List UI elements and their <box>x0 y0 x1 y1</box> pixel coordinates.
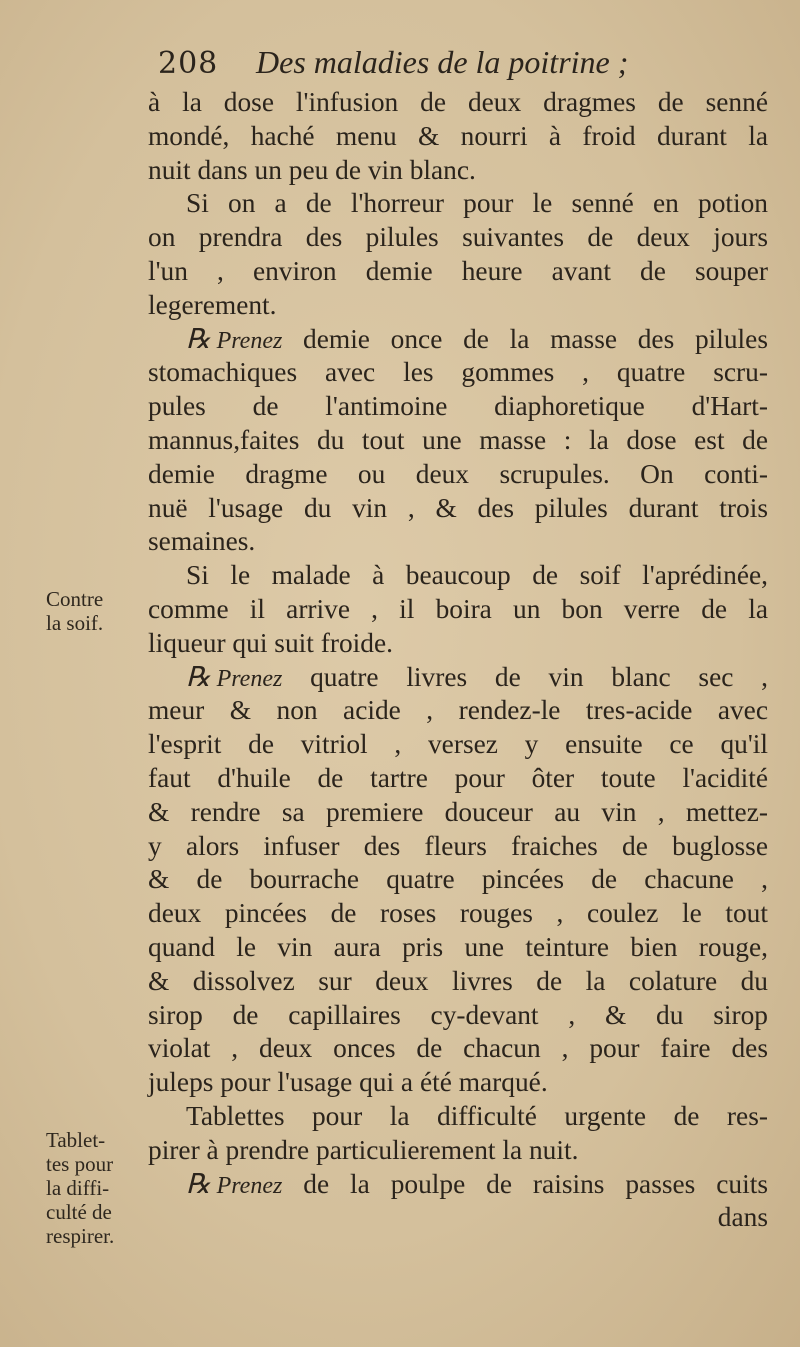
text-line: pules de l'antimoine diaphoretique d'Hart- <box>148 391 768 422</box>
recipe-symbol: ℞ <box>186 1168 211 1199</box>
text-line: Si on a de l'horreur pour le senné en potion <box>186 188 768 219</box>
running-header <box>158 44 718 90</box>
page-number: 208 <box>158 46 219 81</box>
margin-note-soif <box>46 587 103 635</box>
text-line: sirop de capillaires cy-devant , & du sirop <box>148 999 768 1030</box>
text-line: on prendra des pilules suivantes de deux jours <box>148 222 768 253</box>
text-line: violat , deux onces de chacun , pour faire des <box>148 1033 768 1064</box>
text-line: quand le vin aura pris une teinture bien rouge, <box>148 931 768 962</box>
text-line: meur & non acide , rendez-le tres-acide avec <box>148 695 768 726</box>
recipe-symbol: ℞ <box>186 323 211 354</box>
text-line: legerement. <box>148 289 277 320</box>
text-line: stomachiques avec les gommes , quatre scru- <box>148 357 768 388</box>
text-line: & de bourrache quatre pincées de chacune , <box>148 864 768 895</box>
text-line: comme il arrive , il boira un bon verre de la <box>148 593 768 624</box>
text-line: nuë l'usage du vin , & des pilules durant trois <box>148 492 768 523</box>
text-line: Tablettes pour la difficulté urgente de res- <box>186 1100 768 1131</box>
text-line: faut d'huile de tartre pour ôter toute l'acidité <box>148 762 768 793</box>
margin-note-line: respirer. <box>46 1224 115 1248</box>
margin-note-line: la diffi- <box>46 1176 110 1200</box>
catchword: dans <box>717 1202 768 1233</box>
margin-note-line: Contre <box>46 587 104 611</box>
margin-note-line: tes pour <box>46 1152 114 1176</box>
text-line: mondé, haché menu & nourri à froid durant la <box>148 120 768 151</box>
text-line-rest: demie once de la masse des pilules <box>303 323 768 354</box>
text-line: juleps pour l'usage qui a été marqué. <box>148 1067 548 1098</box>
recipe-line <box>148 323 768 357</box>
margin-note-line: la soif. <box>46 611 104 635</box>
recipe-word: Prenez <box>216 327 283 354</box>
margin-note-line: culté de <box>46 1200 112 1224</box>
text-line: y alors infuser des fleurs fraiches de buglosse <box>148 830 768 861</box>
margin-note-tablettes <box>46 1128 114 1248</box>
text-line: pirer à prendre particulierement la nuit. <box>148 1134 579 1165</box>
recipe-word: Prenez <box>216 665 283 692</box>
text-line: à la dose l'infusion de deux dragmes de senné <box>148 87 768 117</box>
text-line: & dissolvez sur deux livres de la colature du <box>148 965 768 996</box>
text-line-rest: de la poulpe de raisins passes cuits <box>303 1168 768 1199</box>
text-line: Si le malade à beaucoup de soif l'aprédinée, <box>186 560 768 591</box>
text-line: deux pincées de roses rouges , coulez le tout <box>148 898 768 929</box>
text-line: & rendre sa premiere douceur au vin , mettez- <box>148 796 768 827</box>
text-line: liqueur qui suit froide. <box>148 627 393 658</box>
margin-note-line: Tablet- <box>46 1128 106 1152</box>
text-line-rest: quatre livres de vin blanc sec , <box>310 661 768 692</box>
text-line: demie dragme ou deux scrupules. On conti- <box>148 458 768 489</box>
text-line: semaines. <box>148 526 256 557</box>
body-text <box>148 86 768 1235</box>
recipe-line <box>148 661 768 695</box>
text-line: l'un , environ demie heure avant de souper <box>148 255 768 286</box>
recipe-word: Prenez <box>216 1172 283 1199</box>
recipe-line <box>148 1168 768 1202</box>
text-line: l'esprit de vitriol , versez y ensuite ce qu'il <box>148 729 768 760</box>
text-line: nuit dans un peu de vin blanc. <box>148 154 476 185</box>
recipe-symbol: ℞ <box>186 661 211 692</box>
running-title: Des maladies de la poitrine ; <box>256 44 629 80</box>
text-line: mannus,faites du tout une masse : la dose est de <box>148 424 768 455</box>
